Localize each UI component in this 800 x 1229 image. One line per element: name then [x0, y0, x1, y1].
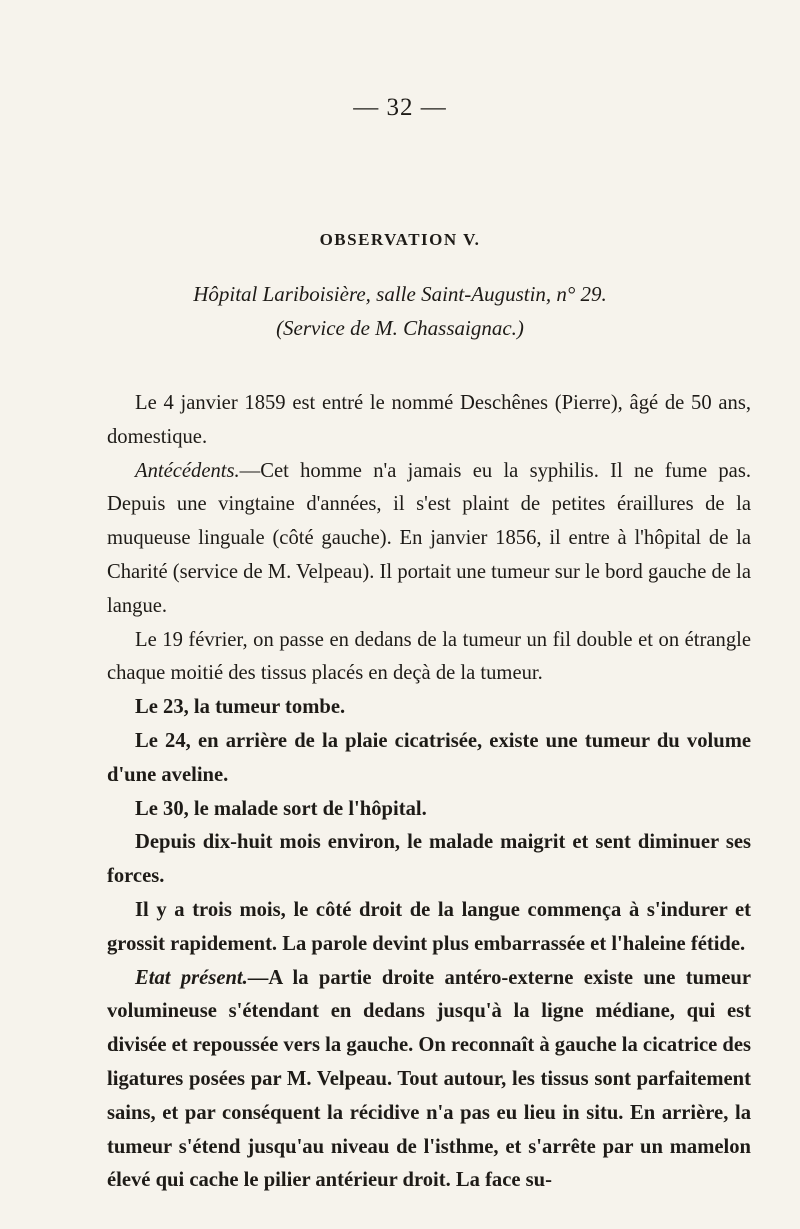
observation-heading: OBSERVATION V. — [319, 230, 481, 249]
paragraph-tumor-falls: Le 23, la tumeur tombe. — [135, 696, 346, 719]
present-state-label: Etat présent. — [135, 966, 248, 989]
paragraph-antecedents: Antécédents.—Cet homme n'a jamais eu la syphilis. Il ne fume pas. Depuis une vingtaine d'années, il s'est plaint de petites éraillures de la muqueuse linguale (côté gauche). En janvier 1856, il entre à l'hôpital de la Charité (service de M. Velpeau). Il portait une tumeur sur le bord gauche de la langue. — [107, 459, 751, 617]
page-number: — 32 — — [353, 94, 447, 121]
paragraph-discharge: Le 30, le malade sort de l'hôpital. — [135, 797, 427, 820]
paragraph-admission: Le 4 janvier 1859 est entré le nommé Deschênes (Pierre), âgé de 50 ans, domestique. — [107, 392, 751, 448]
observation-body — [107, 387, 751, 1198]
paragraph-present-state: Etat présent.—A la partie droite antéro-externe existe une tumeur volumineuse s'étendant en dedans jusqu'à la ligne médiane, qui est divisée et repoussée vers la gauche. On reconnaît à gauche la cicatrice des ligatures posées par M. Velpeau. Tout autour, les tissus sont parfaitement sains, et par conséquent la récidive n'a pas eu lieu in situ. En arrière, la tumeur s'étend jusqu'au niveau de l'isthme, et s'arrête par un mamelon élevé qui cache le pilier antérieur droit. La face su- — [107, 966, 751, 1192]
paragraph-weight-loss: Depuis dix-huit mois environ, le malade maigrit et sent diminuer ses forces. — [107, 831, 751, 888]
antecedents-label: Antécédents. — [135, 459, 240, 482]
paragraph-ligature: Le 19 février, on passe en dedans de la tumeur un fil double et on étrangle chaque moitié des tissus placés en deçà de la tumeur. — [107, 628, 751, 685]
paragraph-recurrence: Le 24, en arrière de la plaie cicatrisée, existe une tumeur du volume d'une aveline. — [107, 729, 751, 786]
paragraph-induration: Il y a trois mois, le côté droit de la langue commença à s'indurer et grossit rapidement. La parole devint plus embarrassée et l'haleine fétide. — [107, 898, 751, 955]
hospital-subtitle: Hôpital Lariboisière, salle Saint-Augustin, n° 29. — [193, 282, 607, 306]
service-subtitle: (Service de M. Chassaignac.) — [276, 316, 524, 340]
